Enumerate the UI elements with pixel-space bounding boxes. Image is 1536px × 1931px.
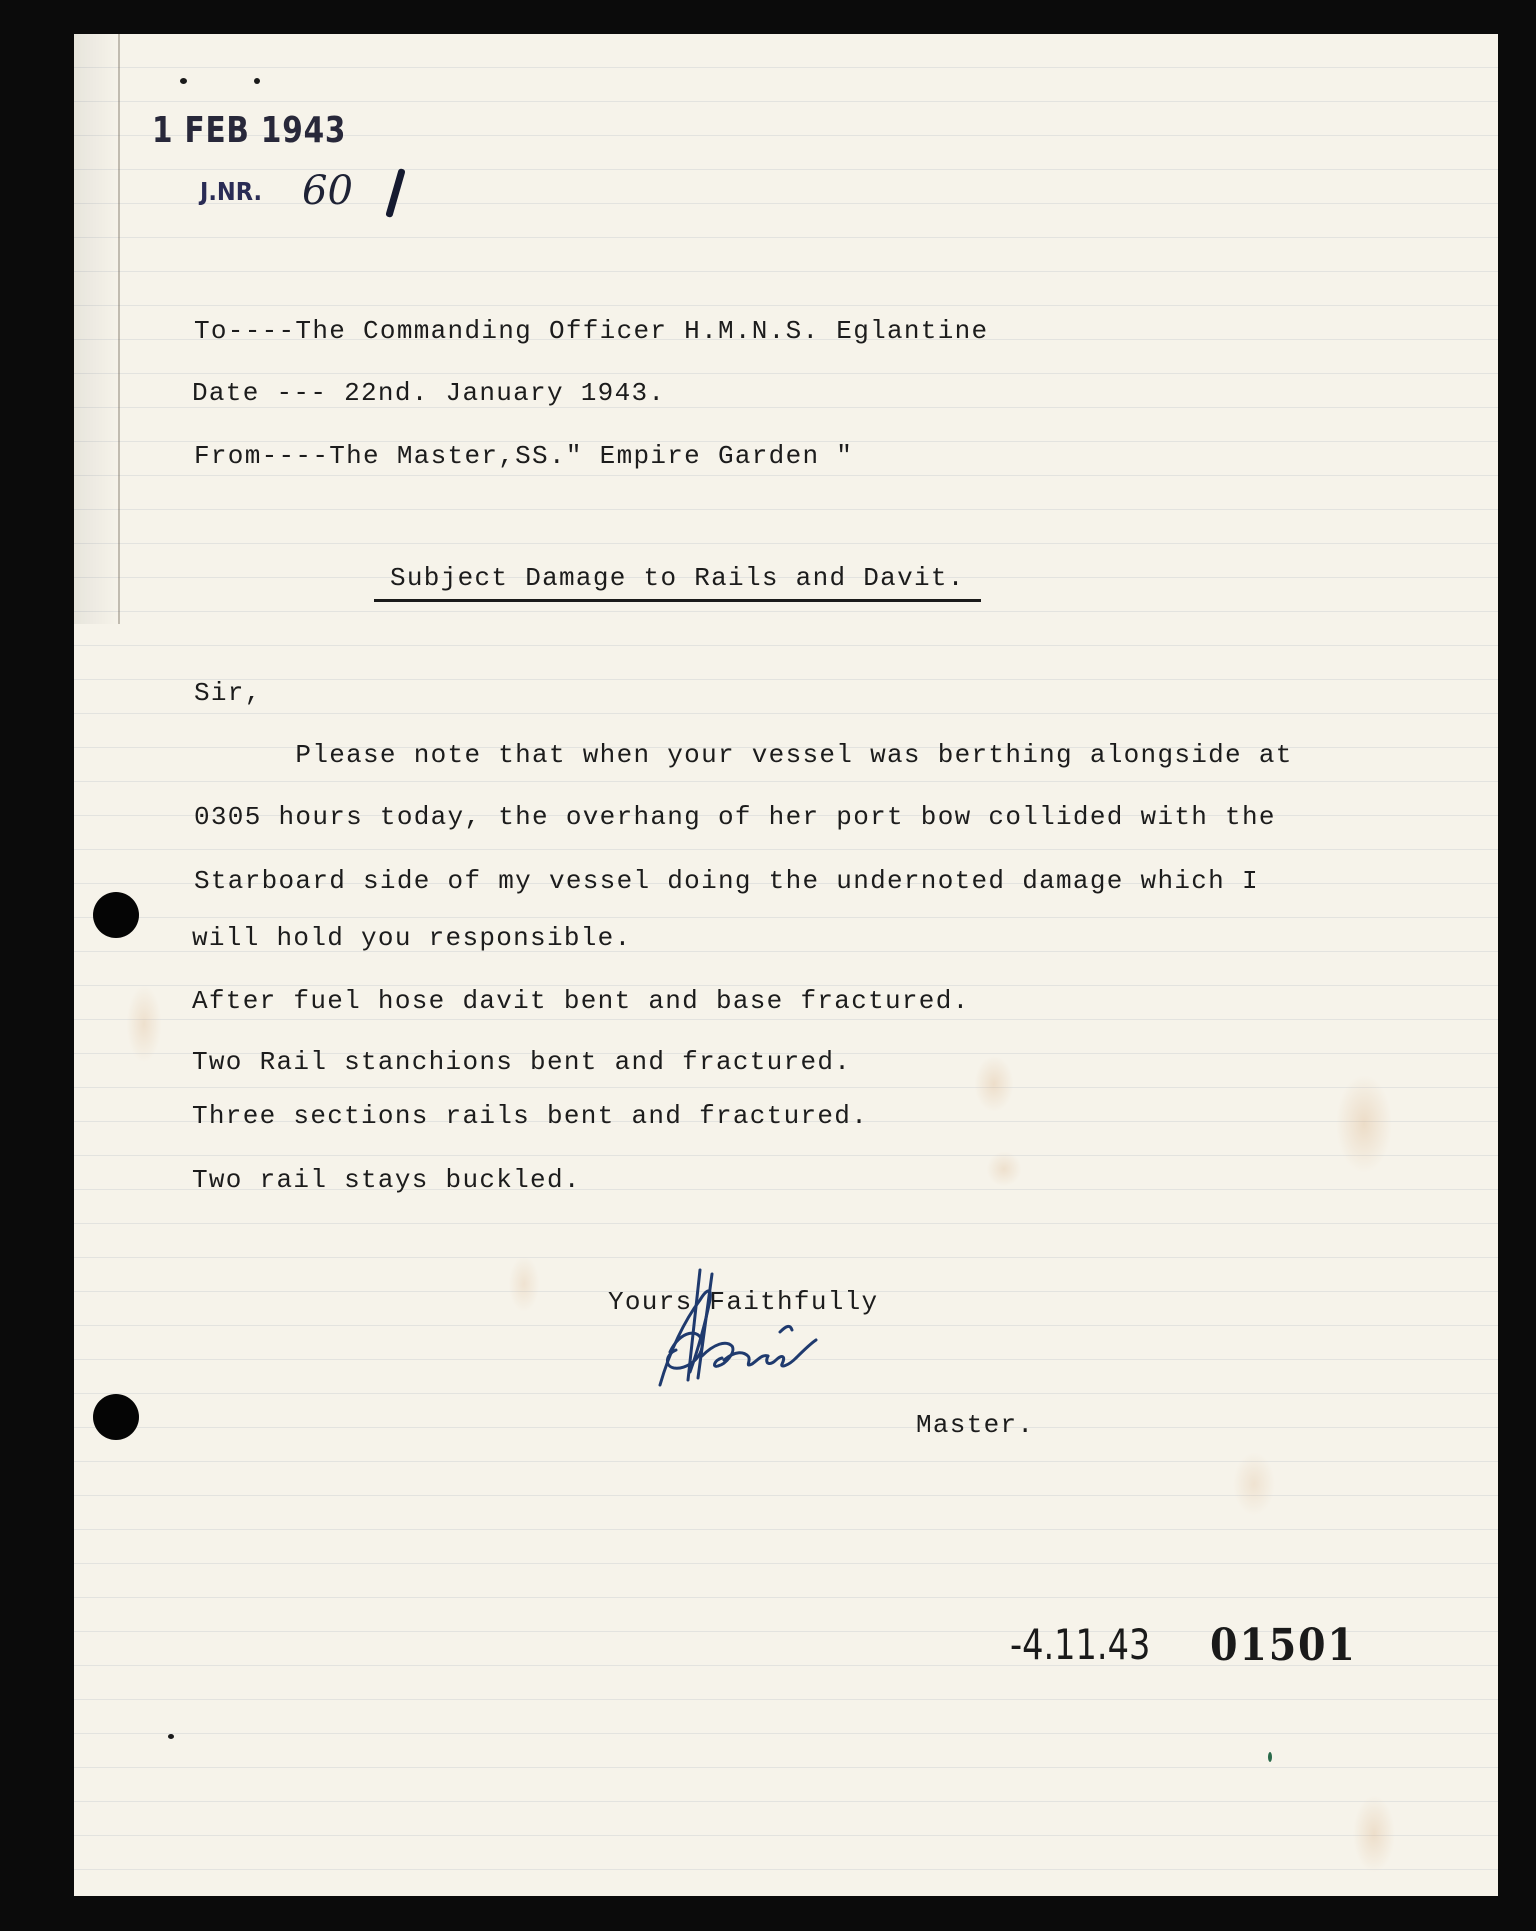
ink-speck xyxy=(254,78,260,84)
document-number-stamp: 01501 xyxy=(1210,1620,1357,1671)
ink-speck xyxy=(1268,1752,1272,1762)
header-from: From----The Master,SS." Empire Garden " xyxy=(194,441,854,471)
punch-hole-lower xyxy=(93,1394,139,1440)
header-to: To----The Commanding Officer H.M.N.S. Eglantine xyxy=(194,316,989,346)
letter-paper xyxy=(74,34,1498,1896)
header-date: Date --- 22nd. January 1943. xyxy=(192,378,666,408)
closing-line: Yours Faithfully xyxy=(608,1287,879,1317)
punch-hole-upper xyxy=(93,892,139,938)
ink-speck xyxy=(168,1734,174,1739)
body-line: Please note that when your vessel was berthing alongside at xyxy=(194,740,1293,770)
damage-item: Two Rail stanchions bent and fractured. xyxy=(192,1047,852,1077)
salutation: Sir, xyxy=(194,678,262,708)
body-line: Starboard side of my vessel doing the undernoted damage which I xyxy=(194,866,1259,896)
received-date-stamp: 1 FEB 1943 xyxy=(152,110,347,151)
signer-title: Master. xyxy=(916,1410,1035,1440)
ink-speck xyxy=(180,78,187,84)
journal-number-handwritten: 60 xyxy=(302,168,353,214)
damage-item: Two rail stays buckled. xyxy=(192,1165,581,1195)
body-line: will hold you responsible. xyxy=(192,923,632,953)
signature-image xyxy=(640,1260,830,1390)
paper-fold-edge xyxy=(74,34,120,624)
letter-subject: Subject Damage to Rails and Davit. xyxy=(374,563,981,602)
body-line: 0305 hours today, the overhang of her port bow collided with the xyxy=(194,802,1276,832)
filed-date-stamp: -4.11.43 xyxy=(1010,1620,1151,1669)
damage-item: After fuel hose davit bent and base fractured. xyxy=(192,986,970,1016)
journal-label-stamp: J.NR. xyxy=(200,177,263,206)
damage-item: Three sections rails bent and fractured. xyxy=(192,1101,869,1131)
